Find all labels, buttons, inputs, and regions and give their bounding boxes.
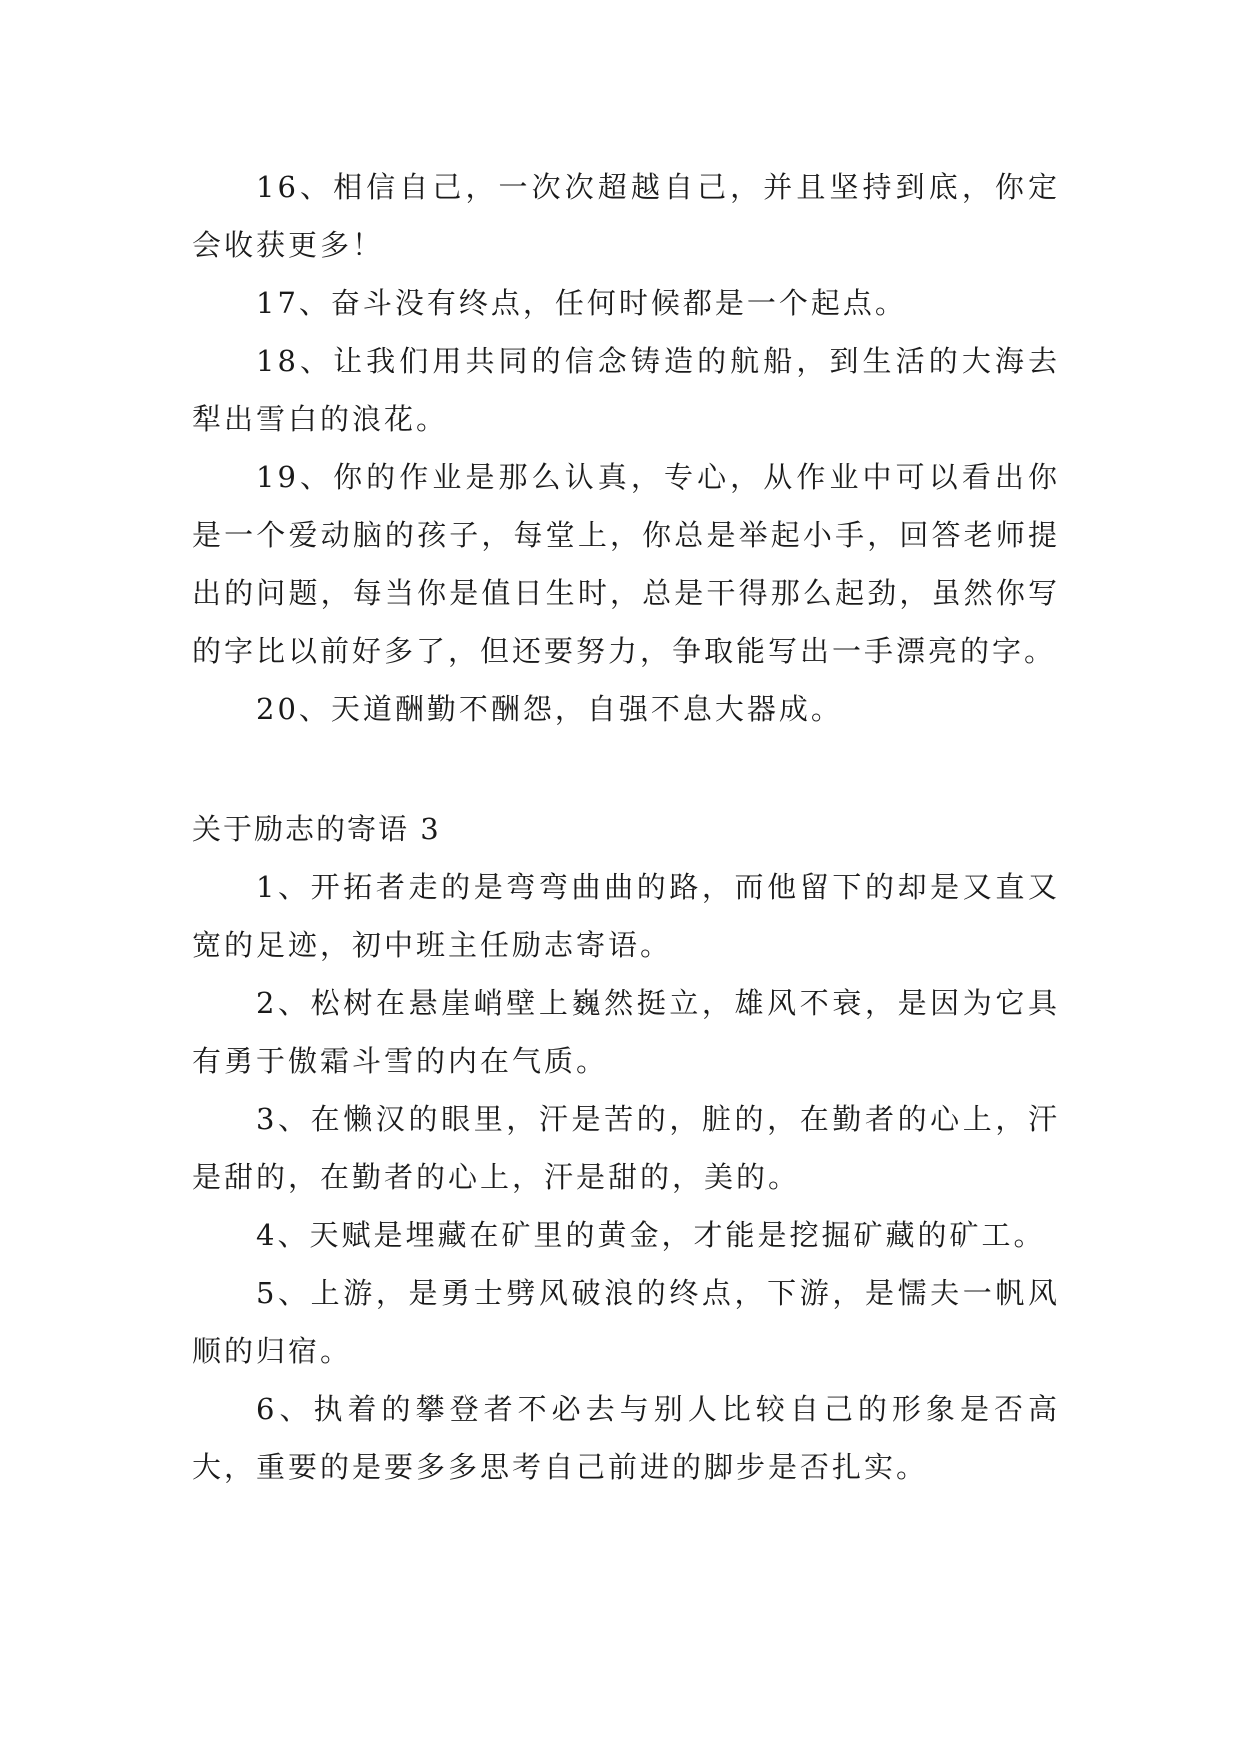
paragraph-3: 3、在懒汉的眼里，汗是苦的，脏的，在勤者的心上，汗是甜的，在勤者的心上，汗是甜的，美的。	[192, 1102, 1060, 1194]
paragraph-20: 20、天道酬勤不酬怨，自强不息大器成。	[256, 692, 843, 726]
paragraph-2: 2、松树在悬崖峭壁上巍然挺立，雄风不衰，是因为它具有勇于傲霜斗雪的内在气质。	[192, 986, 1060, 1078]
section-gap	[192, 738, 1060, 800]
paragraph-5: 5、上游，是勇士劈风破浪的终点，下游，是懦夫一帆风顺的归宿。	[192, 1276, 1060, 1368]
paragraph-6: 6、执着的攀登者不必去与别人比较自己的形象是否高大，重要的是要多多思考自己前进的脚步是否扎实。	[192, 1392, 1060, 1484]
paragraph-4: 4、天赋是埋藏在矿里的黄金，才能是挖掘矿藏的矿工。	[256, 1218, 1046, 1252]
paragraph-1: 1、开拓者走的是弯弯曲曲的路，而他留下的却是又直又宽的足迹，初中班主任励志寄语。	[192, 870, 1060, 962]
paragraph-18: 18、让我们用共同的信念铸造的航船，到生活的大海去犁出雪白的浪花。	[192, 344, 1060, 436]
document-page	[192, 158, 1060, 1496]
paragraph-19: 19、你的作业是那么认真，专心，从作业中可以看出你是一个爱动脑的孩子，每堂上，你总是举起小手，回答老师提出的问题，每当你是值日生时，总是干得那么起劲，虽然你写的字比以前好多了，但还要努力，争取能写出一手漂亮的字。	[192, 460, 1060, 668]
section-heading: 关于励志的寄语 3	[192, 812, 441, 846]
paragraph-17: 17、奋斗没有终点，任何时候都是一个起点。	[256, 286, 907, 320]
paragraph-16: 16、相信自己，一次次超越自己，并且坚持到底，你定会收获更多！	[192, 170, 1060, 262]
